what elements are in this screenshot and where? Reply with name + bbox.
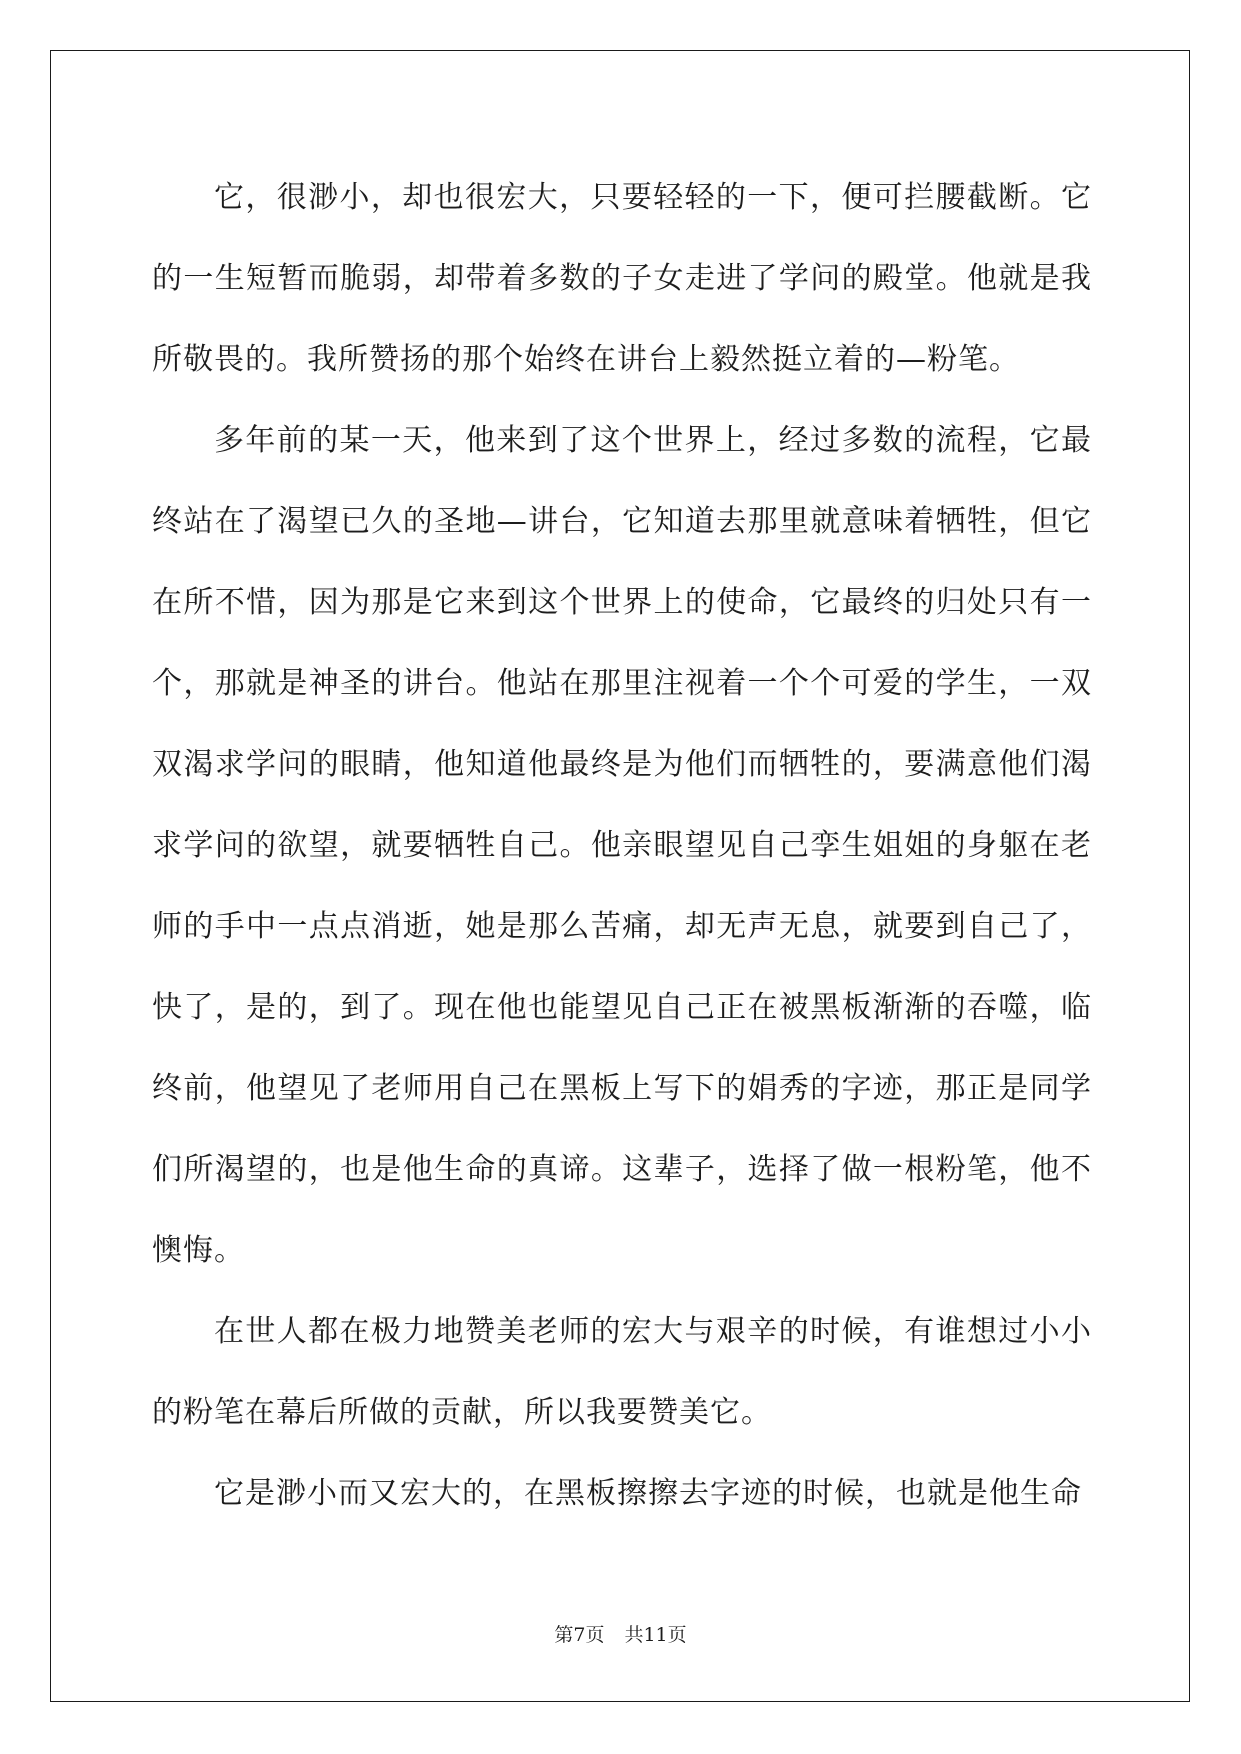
page-number: 第7页 — [554, 1624, 605, 1646]
paragraph: 它是渺小而又宏大的，在黑板擦擦去字迹的时候，也就是他生命 — [214, 1476, 1082, 1511]
paragraph: 在世人都在极力地赞美老师的宏大与艰辛的时候，有谁想过小小的粉笔在幕后所做的贡献，所以我要赞美它。 — [152, 1314, 1092, 1430]
paragraph: 它，很渺小，却也很宏大，只要轻轻的一下，便可拦腰截断。它的一生短暂而脆弱，却带着多数的子女走进了学问的殿堂。他就是我所敬畏的。我所赞扬的那个始终在讲台上毅然挺立着的—粉笔。 — [152, 180, 1092, 377]
paragraph: 多年前的某一天，他来到了这个世界上，经过多数的流程，它最终站在了渴望已久的圣地—讲台，它知道去那里就意味着牺牲，但它在所不惜，因为那是它来到这个世界上的使命，它最终的归处只有一个，那就是神圣的讲台。他站在那里注视着一个个可爱的学生，一双双渴求学问的眼睛，他知道他最终是为他们而牺牲的，要满意他们渴求学问的欲望，就要牺牲自己。他亲眼望见自己孪生姐姐的身躯在老师的手中一点点消逝，她是那么苦痛，却无声无息，就要到自己了，快了，是的，到了。现在他也能望见自己正在被黑板渐渐的吞噬，临终前，他望见了老师用自己在黑板上写下的娟秀的字迹，那正是同学们所渴望的，也是他生命的真谛。这辈子，选择了做一根粉笔，他不懊悔。 — [152, 423, 1092, 1268]
page-footer — [0, 1620, 1241, 1647]
page-total: 共11页 — [624, 1624, 687, 1646]
document-body — [152, 157, 1092, 1534]
